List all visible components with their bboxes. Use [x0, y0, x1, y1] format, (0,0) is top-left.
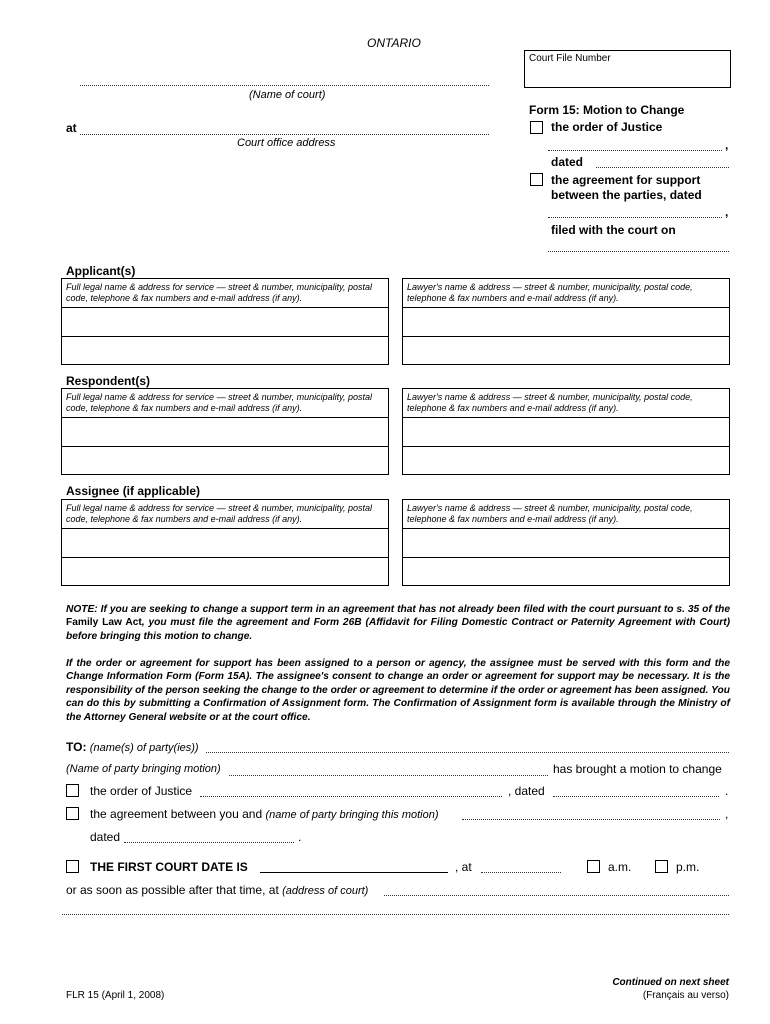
to-agreement-party-line[interactable]	[462, 819, 720, 820]
court-office-address-label: Court office address	[237, 137, 336, 149]
party-bringing-motion-line[interactable]	[229, 775, 548, 776]
agreement-for-support-label	[551, 173, 702, 203]
applicant-address-field[interactable]	[62, 337, 388, 364]
continued-label: Continued on next sheet	[612, 977, 729, 988]
justice-name-line[interactable]	[548, 150, 722, 151]
applicant-lawyer-name-field[interactable]	[403, 308, 729, 336]
assignee-info-label: Full legal name & address for service — street & number, municipality, postal code, telephone & fax numbers and e-mail address (if any).	[66, 503, 372, 524]
assignee-lawyer-name-field[interactable]	[403, 529, 729, 557]
to-hint: (name(s) of party(ies))	[89, 742, 199, 754]
respondent-address-field[interactable]	[62, 447, 388, 474]
assignee-address-field[interactable]	[62, 558, 388, 585]
applicant-info-label: Full legal name & address for service — street & number, municipality, postal code, telephone & fax numbers and e-mail address (if any).	[66, 282, 372, 303]
respondent-lawyer-label: Lawyer's name & address — street & number, municipality, postal code, telephone & fax numbers and e-mail address (if any).	[407, 392, 693, 413]
court-office-address-line[interactable]	[80, 134, 489, 135]
filed-with-court-label: filed with the court on	[551, 223, 676, 237]
court-time-line[interactable]	[481, 872, 561, 873]
french-version-label: (Français au verso)	[642, 990, 729, 1001]
assignee-heading: Assignee (if applicable)	[66, 484, 201, 498]
comma-1: ,	[725, 138, 729, 152]
agreement-date-line[interactable]	[548, 217, 722, 218]
order-date-line[interactable]	[596, 167, 729, 168]
assignee-lawyer-label: Lawyer's name & address — street & number, municipality, postal code, telephone & fax numbers and e-mail address (if any).	[407, 503, 693, 524]
assignee-name-field[interactable]	[62, 529, 388, 557]
to-agreement-checkbox[interactable]	[66, 807, 79, 820]
to-comma-dated: , dated	[508, 784, 545, 798]
name-of-court-label: (Name of court)	[249, 89, 326, 101]
to-agreement-label: the agreement between you and	[90, 807, 263, 821]
family-law-act: Family Law Act	[66, 617, 142, 629]
court-file-number-field[interactable]	[524, 50, 731, 88]
name-of-court-line[interactable]	[80, 85, 489, 86]
to-row	[66, 740, 199, 754]
comma-at: , at	[455, 860, 472, 874]
period-1: .	[725, 784, 729, 798]
order-of-justice-checkbox[interactable]	[530, 121, 543, 134]
am-label: a.m.	[608, 860, 632, 874]
respondent-heading: Respondent(s)	[66, 374, 150, 388]
agreement-for-support-line2: between the parties, dated	[551, 188, 702, 202]
court-address-line[interactable]	[384, 895, 729, 896]
or-as-soon-label: or as soon as possible after that time, at	[66, 883, 279, 897]
to-agreement-hint: (name of party bringing this motion)	[265, 809, 439, 821]
address-of-court-hint: (address of court)	[282, 885, 369, 897]
agreement-for-support-checkbox[interactable]	[530, 173, 543, 186]
or-as-soon-row	[66, 883, 368, 897]
period-2: .	[298, 830, 302, 844]
to-justice-line[interactable]	[200, 796, 502, 797]
am-checkbox[interactable]	[587, 860, 600, 873]
note-paragraph-2: If the order or agreement for support has been assigned to a person or agency, the assignee must be served with this form and the Change Information Form (Form 15A). The assignee's consent to change an order or agreement for support may be necessary. It is the responsibility of the person seeking the change to the order or agreement to determine if the order or agreement has been assigned. You can do this by submitting a Confirmation of Assignment form. The Confirmation of Assignment form is available through the Ministry of the Attorney General website or at the court office.	[66, 658, 730, 723]
respondent-box	[61, 388, 389, 475]
respondent-info-label: Full legal name & address for service — street & number, municipality, postal code, telephone & fax numbers and e-mail address (if any).	[66, 392, 372, 413]
pm-checkbox[interactable]	[655, 860, 668, 873]
applicant-lawyer-box	[402, 278, 730, 365]
form-id: FLR 15 (April 1, 2008)	[66, 990, 165, 1001]
comma-2: ,	[725, 205, 729, 219]
respondent-name-field[interactable]	[62, 418, 388, 446]
assignee-lawyer-address-field[interactable]	[403, 558, 729, 585]
first-court-date-checkbox[interactable]	[66, 860, 79, 873]
to-order-date-line[interactable]	[553, 796, 719, 797]
assignee-box	[61, 499, 389, 586]
pm-label: p.m.	[676, 860, 700, 874]
filed-date-line[interactable]	[548, 251, 729, 252]
comma-3: ,	[725, 807, 729, 821]
first-court-date-line[interactable]	[260, 872, 448, 873]
party-bringing-motion-hint: (Name of party bringing motion)	[66, 763, 221, 775]
to-parties-line[interactable]	[206, 752, 729, 753]
applicant-lawyer-address-field[interactable]	[403, 337, 729, 364]
assignee-lawyer-box	[402, 499, 730, 586]
note-paragraph-1: NOTE: If you are seeking to change a support term in an agreement that has not already been filed with the court pursuant to s. 35 of the Family Law Act, you must file the agreement and Form 26B (Affidavit for Filing Domestic Contract or Paternity Agreement with Court) before bringing this motion to change.	[66, 604, 730, 642]
to-agreement-row	[90, 807, 439, 821]
form-title: Form 15: Motion to Change	[529, 103, 685, 117]
applicant-box	[61, 278, 389, 365]
agreement-for-support-line1: the agreement for support	[551, 173, 701, 187]
to-agreement-date-line[interactable]	[124, 842, 294, 843]
dated-label: dated	[551, 155, 584, 169]
to-order-label: the order of Justice	[90, 784, 193, 798]
respondent-lawyer-address-field[interactable]	[403, 447, 729, 474]
applicant-heading: Applicant(s)	[66, 264, 136, 278]
to-order-checkbox[interactable]	[66, 784, 79, 797]
to-label: TO:	[66, 740, 87, 754]
brought-motion-text: has brought a motion to change	[553, 762, 722, 776]
applicant-lawyer-label: Lawyer's name & address — street & number, municipality, postal code, telephone & fax numbers and e-mail address (if any).	[407, 282, 693, 303]
first-court-date-label: THE FIRST COURT DATE IS	[90, 860, 248, 874]
court-file-number-label: Court File Number	[529, 53, 611, 64]
applicant-name-field[interactable]	[62, 308, 388, 336]
to-dated-label: dated	[90, 830, 121, 844]
order-of-justice-label: the order of Justice	[551, 120, 663, 134]
at-label: at	[66, 121, 77, 135]
respondent-lawyer-box	[402, 388, 730, 475]
court-address-line-2[interactable]	[62, 914, 729, 915]
respondent-lawyer-name-field[interactable]	[403, 418, 729, 446]
province-title: ONTARIO	[367, 36, 421, 50]
